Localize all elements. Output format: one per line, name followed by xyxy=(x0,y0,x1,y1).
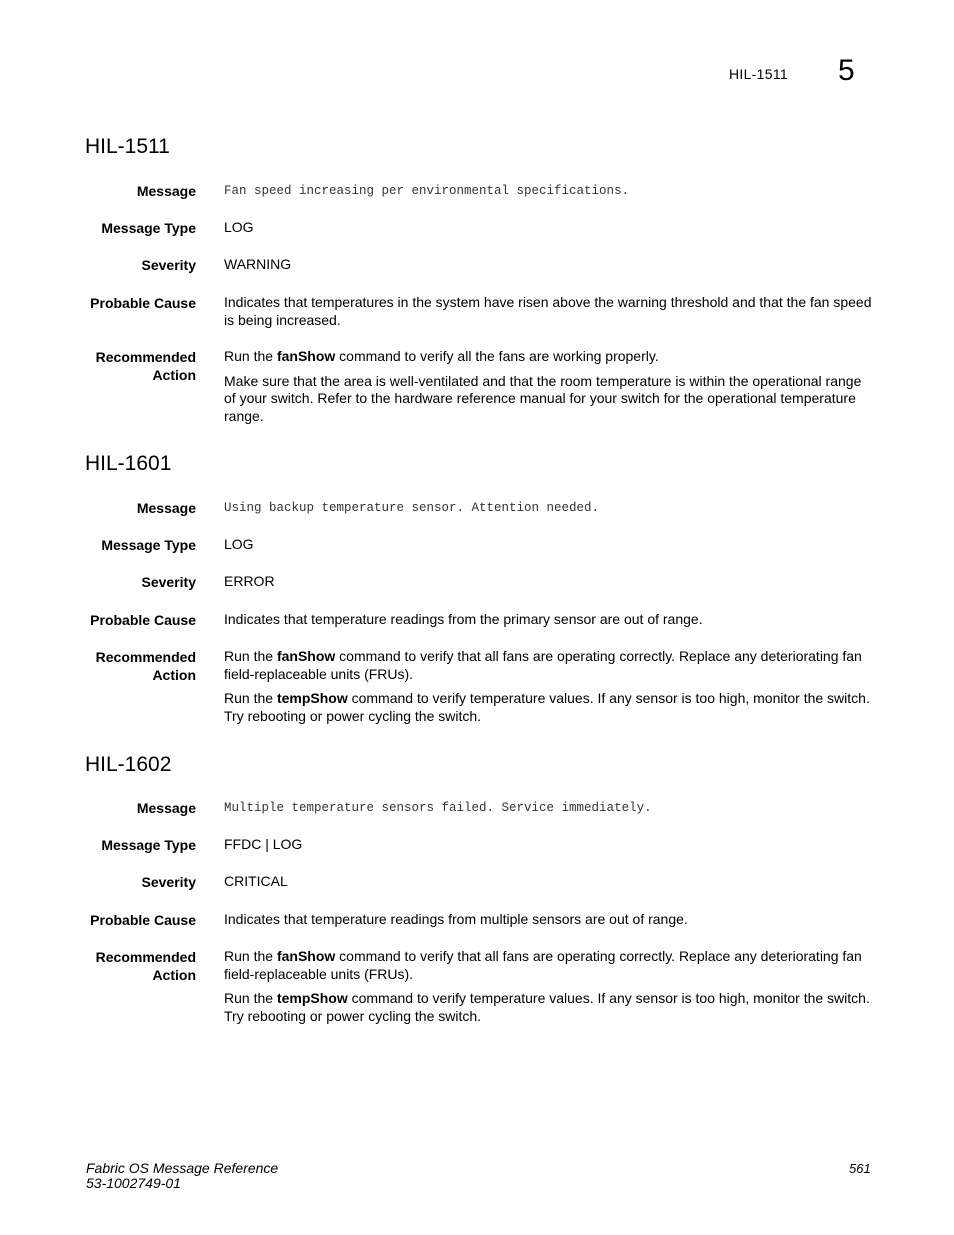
footer-document-title: Fabric OS Message Reference xyxy=(86,1160,279,1176)
running-header-title: HIL-1511 xyxy=(729,66,788,82)
severity-label: Severity xyxy=(141,874,196,890)
recommended-action-label-line1: Recommended xyxy=(95,649,196,665)
action-text: command to verify all the fans are working properly. xyxy=(335,348,659,364)
footer-page-number: 561 xyxy=(849,1161,871,1176)
recommended-action-label-line1: Recommended xyxy=(95,349,196,365)
probable-cause-text: Indicates that temperatures in the system have risen above the warning threshold and that the fan speed is being increased. xyxy=(224,294,872,328)
message-label: Message xyxy=(136,500,196,516)
probable-cause-label: Probable Cause xyxy=(90,295,196,311)
recommended-action-text xyxy=(224,948,874,1032)
section-title: HIL-1511 xyxy=(85,135,170,158)
probable-cause-text: Indicates that temperature readings from multiple sensors are out of range. xyxy=(224,911,688,927)
message-type-value: FFDC | LOG xyxy=(224,836,303,852)
message-text: Using backup temperature sensor. Attention needed. xyxy=(224,501,600,515)
recommended-action-label-line2: Action xyxy=(152,667,196,683)
section-title: HIL-1601 xyxy=(85,452,172,475)
probable-cause-label: Probable Cause xyxy=(90,912,196,928)
probable-cause-text: Indicates that temperature readings from the primary sensor are out of range. xyxy=(224,611,703,627)
action-paragraph xyxy=(224,690,874,725)
message-type-value: LOG xyxy=(224,536,254,552)
command-name: fanShow xyxy=(276,348,336,364)
action-text: command to verify that all fans are operating correctly. Replace any deteriorating fan field-replaceable units (FRUs). xyxy=(224,948,862,982)
message-type-label: Message Type xyxy=(101,537,196,553)
action-paragraph xyxy=(224,648,874,683)
chapter-number: 5 xyxy=(838,54,855,87)
severity-value: WARNING xyxy=(224,256,292,272)
action-paragraph xyxy=(224,948,874,983)
action-text: command to verify that all fans are operating correctly. Replace any deteriorating fan field-replaceable units (FRUs). xyxy=(224,648,862,682)
message-type-label: Message Type xyxy=(101,220,196,236)
severity-value: CRITICAL xyxy=(224,873,288,889)
recommended-action-label-line1: Recommended xyxy=(95,949,196,965)
section-title: HIL-1602 xyxy=(85,753,172,776)
severity-label: Severity xyxy=(141,257,196,273)
action-paragraph xyxy=(224,990,874,1025)
message-label: Message xyxy=(136,800,196,816)
action-text: command to verify temperature values. If any sensor is too high, monitor the switch. Try rebooting or power cycling the switch. xyxy=(224,990,870,1024)
action-text: command to verify temperature values. If any sensor is too high, monitor the switch. Try rebooting or power cycling the switch. xyxy=(224,690,870,724)
probable-cause-label: Probable Cause xyxy=(90,612,196,628)
recommended-action-label-line2: Action xyxy=(152,967,196,983)
action-text: Run the xyxy=(224,990,277,1006)
action-text: Run the xyxy=(224,348,277,364)
action-text: Run the xyxy=(224,948,277,964)
action-paragraph xyxy=(224,348,874,366)
recommended-action-text xyxy=(224,348,874,432)
severity-label: Severity xyxy=(141,574,196,590)
message-label: Message xyxy=(136,183,196,199)
message-text: Fan speed increasing per environmental specifications. xyxy=(224,184,630,198)
command-name: tempShow xyxy=(276,990,348,1006)
command-name: fanShow xyxy=(276,948,336,964)
command-name: tempShow xyxy=(276,690,348,706)
severity-value: ERROR xyxy=(224,573,275,589)
recommended-action-label xyxy=(36,348,196,384)
action-paragraph: Make sure that the area is well-ventilated and that the room temperature is within the operational range of your switch. Refer to the hardware reference manual for your switch for the operational temperature range. xyxy=(224,372,862,424)
recommended-action-label xyxy=(36,948,196,984)
message-type-label: Message Type xyxy=(101,837,196,853)
recommended-action-text xyxy=(224,648,874,732)
recommended-action-label xyxy=(36,648,196,684)
message-text: Multiple temperature sensors failed. Service immediately. xyxy=(224,801,652,815)
recommended-action-label-line2: Action xyxy=(152,367,196,383)
footer-document-number: 53-1002749-01 xyxy=(86,1175,181,1191)
message-type-value: LOG xyxy=(224,219,254,235)
command-name: fanShow xyxy=(276,648,336,664)
footer-document-info xyxy=(86,1161,278,1191)
action-text: Run the xyxy=(224,690,277,706)
action-text: Run the xyxy=(224,648,277,664)
